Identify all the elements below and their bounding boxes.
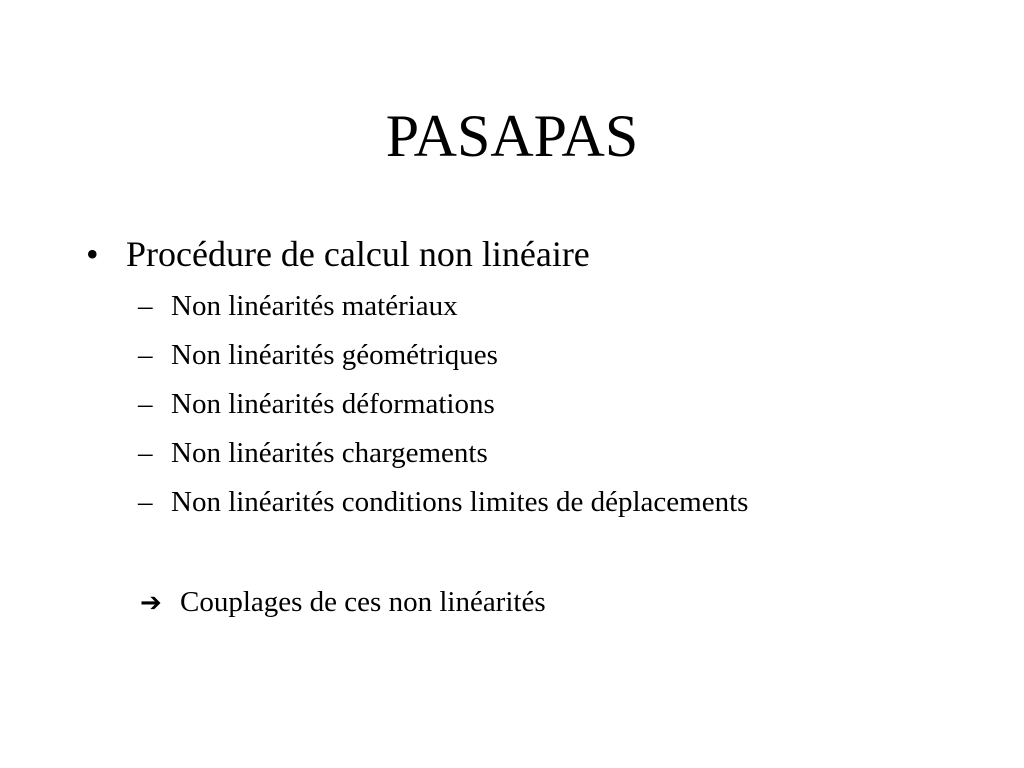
bullet-marker: • [86, 234, 99, 274]
dash-marker: – [138, 290, 153, 322]
sub-bullet-item [138, 478, 748, 527]
sub-bullet-text: Non linéarités déformations [171, 388, 495, 420]
sub-bullet-text: Non linéarités conditions limites de déplacements [171, 486, 749, 518]
sub-bullet-text: Non linéarités géométriques [171, 339, 498, 371]
sub-bullet-item [138, 282, 748, 331]
dash-marker: – [138, 437, 153, 469]
dash-marker: – [138, 388, 153, 420]
sub-bullet-text: Non linéarités chargements [171, 437, 488, 469]
sub-bullet-item [138, 429, 748, 478]
conclusion-line [140, 578, 546, 627]
sub-bullet-item [138, 331, 748, 380]
sub-bullet-text: Non linéarités matériaux [171, 290, 458, 322]
main-bullet-text: Procédure de calcul non linéaire [126, 234, 590, 274]
dash-marker: – [138, 486, 153, 518]
dash-marker: – [138, 339, 153, 371]
right-arrow-icon: ➔ [140, 588, 162, 618]
sub-bullet-list [138, 282, 748, 527]
conclusion-text: Couplages de ces non linéarités [180, 586, 546, 618]
slide-title: PASAPAS [385, 103, 639, 169]
sub-bullet-item [138, 380, 748, 429]
main-bullet [86, 230, 590, 278]
